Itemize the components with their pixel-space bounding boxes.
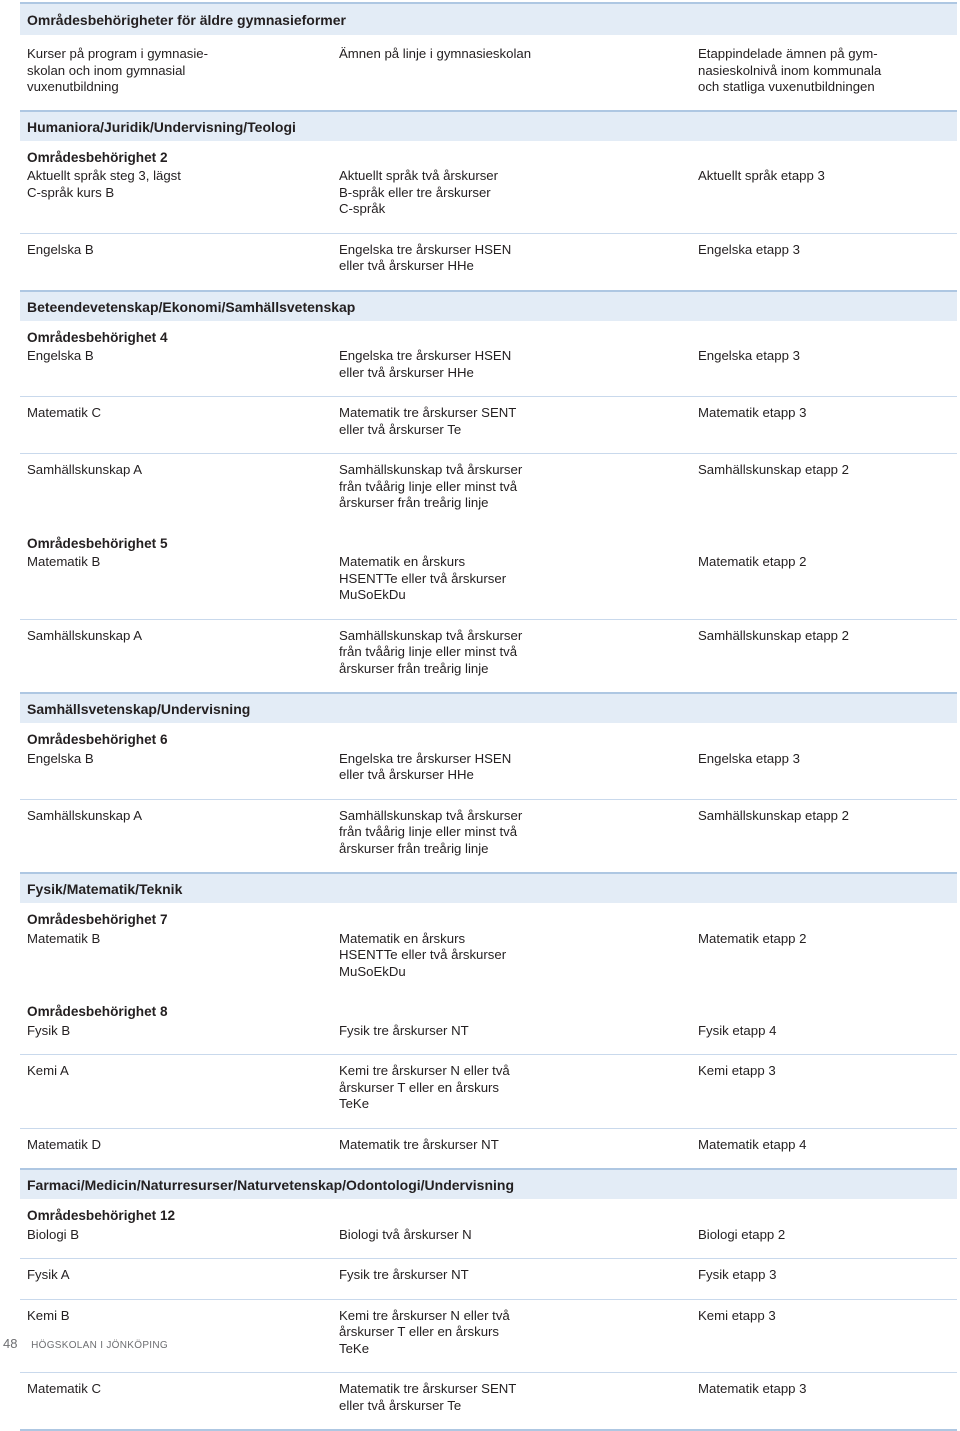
- table-row: [20, 1128, 957, 1169]
- section-heading: Humaniora/Juridik/Undervisning/Teologi: [20, 112, 957, 141]
- line-subject-cell: Engelska tre årskurser HSEN eller två årskurser HHe: [339, 348, 698, 381]
- section-heading: Samhällsvetenskap/Undervisning: [20, 694, 957, 723]
- line-subject-cell: Matematik tre årskurser SENT eller två årskurser Te: [339, 1381, 698, 1414]
- line-subject-cell: Matematik en årskurs HSENTTe eller två årskurser MuSoEkDu: [339, 931, 698, 981]
- area-heading: Områdesbehörighet 12: [20, 1199, 957, 1225]
- stage-subject-cell: Matematik etapp 4: [698, 1137, 957, 1154]
- line-subject-cell: Engelska tre årskurser HSEN eller två årskurser HHe: [339, 242, 698, 275]
- line-subject-cell: Aktuellt språk två årskurser B-språk eller tre årskurser C-språk: [339, 168, 698, 218]
- course-cell: Engelska B: [27, 242, 339, 275]
- stage-subject-cell: Aktuellt språk etapp 3: [698, 168, 957, 218]
- table-row: [20, 552, 957, 619]
- section-block: [20, 112, 957, 292]
- line-subject-cell: Kemi tre årskurser N eller två årskurser T eller en årskurs TeKe: [339, 1308, 698, 1358]
- course-cell: Samhällskunskap A: [27, 628, 339, 678]
- section-block: [20, 874, 957, 1170]
- document: [20, 2, 957, 1431]
- section-block: [20, 292, 957, 695]
- line-subject-cell: Matematik tre årskurser NT: [339, 1137, 698, 1154]
- line-subject-cell: Samhällskunskap två årskurser från tvåårig linje eller minst två årskurser från treårig linje: [339, 462, 698, 512]
- stage-subject-cell: Kemi etapp 3: [698, 1308, 957, 1358]
- page-title: Områdesbehörigheter för äldre gymnasieformer: [20, 2, 957, 35]
- stage-subject-cell: Fysik etapp 3: [698, 1267, 957, 1284]
- course-cell: Matematik D: [27, 1137, 339, 1154]
- course-cell: Engelska B: [27, 348, 339, 381]
- table-row: [20, 1021, 957, 1055]
- section-block: [20, 694, 957, 874]
- course-cell: Fysik B: [27, 1023, 339, 1040]
- table-row: [20, 929, 957, 996]
- course-cell: Matematik B: [27, 931, 339, 981]
- stage-subject-cell: Biologi etapp 2: [698, 1227, 957, 1244]
- area-heading: Områdesbehörighet 8: [20, 995, 957, 1021]
- table-row: [20, 166, 957, 233]
- line-subject-cell: Samhällskunskap två årskurser från tvåårig linje eller minst två årskurser från treårig linje: [339, 628, 698, 678]
- table-row: [20, 453, 957, 527]
- line-subject-cell: Engelska tre årskurser HSEN eller två årskurser HHe: [339, 751, 698, 784]
- table-row: [20, 233, 957, 290]
- organization-name: HÖGSKOLAN I JÖNKÖPING: [31, 1340, 168, 1351]
- area-heading: Områdesbehörighet 2: [20, 141, 957, 167]
- column-headers: [20, 35, 957, 112]
- course-cell: Samhällskunskap A: [27, 808, 339, 858]
- line-subject-cell: Matematik en årskurs HSENTTe eller två årskurser MuSoEkDu: [339, 554, 698, 604]
- course-cell: Samhällskunskap A: [27, 462, 339, 512]
- page-number: 48: [3, 1336, 17, 1351]
- stage-subject-cell: Engelska etapp 3: [698, 751, 957, 784]
- page-footer: [3, 1336, 168, 1351]
- area-heading: Områdesbehörighet 6: [20, 723, 957, 749]
- line-subject-cell: Samhällskunskap två årskurser från tvåårig linje eller minst två årskurser från treårig linje: [339, 808, 698, 858]
- stage-subject-cell: Kemi etapp 3: [698, 1063, 957, 1113]
- course-cell: Aktuellt språk steg 3, lägst C-språk kurs B: [27, 168, 339, 218]
- column-header-stage-subjects: Etappindelade ämnen på gym- nasieskolnivå inom kommunala och statliga vuxenutbildningen: [698, 46, 957, 96]
- course-cell: Matematik C: [27, 1381, 339, 1414]
- course-cell: Matematik B: [27, 554, 339, 604]
- table-row: [20, 396, 957, 453]
- area-heading: Områdesbehörighet 5: [20, 527, 957, 553]
- table-row: [20, 1258, 957, 1299]
- section-block: [20, 1170, 957, 1431]
- section-heading: Farmaci/Medicin/Naturresurser/Naturvetenskap/Odontologi/Undervisning: [20, 1170, 957, 1199]
- stage-subject-cell: Matematik etapp 3: [698, 405, 957, 438]
- table-row: [20, 1054, 957, 1128]
- sections: [20, 112, 957, 1431]
- stage-subject-cell: Samhällskunskap etapp 2: [698, 808, 957, 858]
- course-cell: Biologi B: [27, 1227, 339, 1244]
- column-header-program-courses: Kurser på program i gymnasie- skolan och inom gymnasial vuxenutbildning: [27, 46, 339, 96]
- stage-subject-cell: Matematik etapp 2: [698, 554, 957, 604]
- stage-subject-cell: Samhällskunskap etapp 2: [698, 462, 957, 512]
- line-subject-cell: Kemi tre årskurser N eller två årskurser T eller en årskurs TeKe: [339, 1063, 698, 1113]
- stage-subject-cell: Engelska etapp 3: [698, 242, 957, 275]
- course-cell: Matematik C: [27, 405, 339, 438]
- table-row: [20, 799, 957, 873]
- course-cell: Fysik A: [27, 1267, 339, 1284]
- line-subject-cell: Biologi två årskurser N: [339, 1227, 698, 1244]
- area-heading: Områdesbehörighet 4: [20, 321, 957, 347]
- area-heading: Områdesbehörighet 7: [20, 903, 957, 929]
- table-row: [20, 1225, 957, 1259]
- course-cell: Kemi A: [27, 1063, 339, 1113]
- course-cell: Engelska B: [27, 751, 339, 784]
- line-subject-cell: Fysik tre årskurser NT: [339, 1023, 698, 1040]
- stage-subject-cell: Fysik etapp 4: [698, 1023, 957, 1040]
- section-heading: Fysik/Matematik/Teknik: [20, 874, 957, 903]
- course-cell: Kemi B: [27, 1308, 339, 1358]
- table-row: [20, 1372, 957, 1429]
- table-row: [20, 749, 957, 799]
- table-row: [20, 346, 957, 396]
- stage-subject-cell: Matematik etapp 2: [698, 931, 957, 981]
- section-heading: Beteendevetenskap/Ekonomi/Samhällsvetenskap: [20, 292, 957, 321]
- line-subject-cell: Fysik tre årskurser NT: [339, 1267, 698, 1284]
- stage-subject-cell: Engelska etapp 3: [698, 348, 957, 381]
- line-subject-cell: Matematik tre årskurser SENT eller två årskurser Te: [339, 405, 698, 438]
- column-header-line-subjects: Ämnen på linje i gymnasieskolan: [339, 46, 698, 96]
- stage-subject-cell: Samhällskunskap etapp 2: [698, 628, 957, 678]
- table-row: [20, 619, 957, 693]
- stage-subject-cell: Matematik etapp 3: [698, 1381, 957, 1414]
